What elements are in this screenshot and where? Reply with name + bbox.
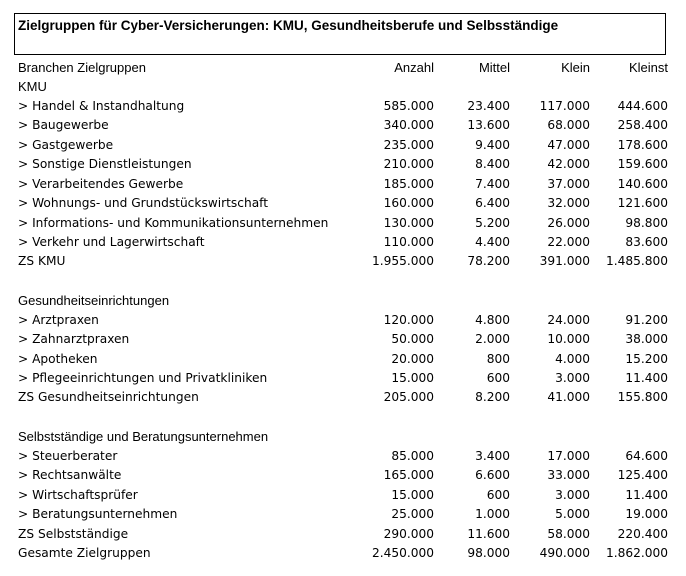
row-mittel: 6.600 <box>475 468 510 483</box>
row-kleinst: 98.800 <box>625 215 668 230</box>
subtotal-row <box>18 252 668 271</box>
subtotal-kleinst: 155.800 <box>617 390 668 405</box>
row-anzahl: 50.000 <box>391 332 434 347</box>
row-mittel: 5.200 <box>475 215 510 230</box>
row-anzahl: 25.000 <box>391 507 434 522</box>
subtotal-label: ZS KMU <box>18 254 66 269</box>
data-table <box>18 58 668 563</box>
row-label: > Verarbeitendes Gewerbe <box>18 176 184 191</box>
subtotal-klein: 391.000 <box>539 254 590 269</box>
row-kleinst: 121.600 <box>617 196 668 211</box>
table-row <box>18 155 668 174</box>
subtotal-anzahl: 1.955.000 <box>371 254 434 269</box>
row-mittel: 23.400 <box>467 98 510 113</box>
row-klein: 3.000 <box>555 371 590 385</box>
page-title: Zielgruppen für Cyber-Versicherungen: KMU, Gesundheitsberufe und Selbsständige <box>18 18 559 33</box>
row-klein: 10.000 <box>547 332 590 347</box>
row-label: > Baugewerbe <box>18 118 109 133</box>
row-klein: 37.000 <box>547 176 590 191</box>
row-anzahl: 15.000 <box>391 487 434 502</box>
row-mittel: 1.000 <box>475 507 510 522</box>
table-header-row <box>18 58 668 77</box>
subtotal-mittel: 8.200 <box>475 390 510 405</box>
table-row <box>18 505 668 524</box>
row-label: > Rechtsanwälte <box>18 468 122 483</box>
row-kleinst: 11.400 <box>625 371 668 385</box>
section-title: Gesundheitseinrichtungen <box>18 293 170 309</box>
header-klein: Klein <box>561 60 590 75</box>
row-label: > Handel & Instandhaltung <box>18 98 185 113</box>
row-label: > Verkehr und Lagerwirtschaft <box>18 234 205 249</box>
row-mittel: 2.000 <box>475 332 510 347</box>
subtotal-mittel: 78.200 <box>467 254 510 269</box>
row-anzahl: 165.000 <box>383 468 434 483</box>
row-anzahl: 130.000 <box>383 215 434 230</box>
subtotal-kleinst: 220.400 <box>617 526 668 541</box>
section-spacer <box>18 272 668 291</box>
row-label: > Apotheken <box>18 351 98 366</box>
row-label: > Pflegeeinrichtungen und Privatkliniken <box>18 371 268 385</box>
table-row <box>18 194 668 213</box>
row-mittel: 9.400 <box>475 137 510 152</box>
header-mittel: Mittel <box>478 60 510 75</box>
row-mittel: 7.400 <box>475 176 510 191</box>
row-anzahl: 20.000 <box>391 351 434 366</box>
row-mittel: 600 <box>486 487 510 502</box>
row-kleinst: 178.600 <box>617 137 668 152</box>
row-anzahl: 185.000 <box>383 176 434 191</box>
table-row <box>18 136 668 155</box>
row-label: > Steuerberater <box>18 448 118 463</box>
row-kleinst: 444.600 <box>617 98 668 113</box>
total-mittel: 98.000 <box>467 545 510 560</box>
table-row <box>18 311 668 330</box>
row-label: > Wohnungs- und Grundstückswirtschaft <box>18 196 269 211</box>
row-anzahl: 340.000 <box>383 118 434 133</box>
row-mittel: 3.400 <box>475 448 510 463</box>
header-anzahl: Anzahl <box>394 60 434 75</box>
row-anzahl: 210.000 <box>383 157 434 172</box>
row-label: > Beratungsunternehmen <box>18 507 178 522</box>
row-kleinst: 38.000 <box>625 332 668 347</box>
section-spacer <box>18 408 668 427</box>
row-kleinst: 140.600 <box>617 176 668 191</box>
row-label: > Gastgewerbe <box>18 137 114 152</box>
row-klein: 5.000 <box>555 507 590 522</box>
table-row <box>18 97 668 116</box>
subtotal-label: ZS Gesundheitseinrichtungen <box>18 390 199 405</box>
table-row <box>18 486 668 505</box>
subtotal-anzahl: 205.000 <box>383 390 434 405</box>
row-kleinst: 83.600 <box>625 234 668 249</box>
row-klein: 32.000 <box>547 196 590 211</box>
subtotal-row <box>18 388 668 407</box>
section-title: KMU <box>18 79 47 95</box>
subtotal-label: ZS Selbstständige <box>18 526 129 541</box>
row-kleinst: 125.400 <box>617 468 668 483</box>
subtotal-mittel: 11.600 <box>467 526 510 541</box>
subtotal-row <box>18 525 668 544</box>
row-kleinst: 11.400 <box>625 487 668 502</box>
table-row <box>18 116 668 135</box>
section-title-row <box>18 77 668 96</box>
row-anzahl: 85.000 <box>391 448 434 463</box>
row-anzahl: 15.000 <box>391 371 434 385</box>
row-mittel: 8.400 <box>475 157 510 172</box>
row-anzahl: 120.000 <box>383 312 434 327</box>
subtotal-klein: 58.000 <box>547 526 590 541</box>
section-title-row <box>18 427 668 446</box>
row-anzahl: 235.000 <box>383 137 434 152</box>
row-kleinst: 64.600 <box>625 448 668 463</box>
table-row <box>18 175 668 194</box>
row-klein: 24.000 <box>547 312 590 327</box>
header-label: Branchen Zielgruppen <box>18 60 146 75</box>
section-title: Selbstständige und Beratungsunternehmen <box>18 429 269 445</box>
row-label: > Sonstige Dienstleistungen <box>18 157 192 172</box>
subtotal-kleinst: 1.485.800 <box>605 254 668 269</box>
subtotal-klein: 41.000 <box>547 390 590 405</box>
row-klein: 68.000 <box>547 118 590 133</box>
row-klein: 47.000 <box>547 137 590 152</box>
row-klein: 3.000 <box>555 487 590 502</box>
total-kleinst: 1.862.000 <box>605 545 668 560</box>
table-row <box>18 466 668 485</box>
row-kleinst: 19.000 <box>625 507 668 522</box>
section-title-row <box>18 291 668 310</box>
row-klein: 117.000 <box>539 98 590 113</box>
row-klein: 17.000 <box>547 448 590 463</box>
table-row <box>18 350 668 369</box>
table-row <box>18 233 668 252</box>
table-row <box>18 369 668 388</box>
total-label: Gesamte Zielgruppen <box>18 545 151 560</box>
row-mittel: 6.400 <box>475 196 510 211</box>
row-label: > Zahnarztpraxen <box>18 332 130 347</box>
row-mittel: 4.400 <box>475 234 510 249</box>
row-kleinst: 91.200 <box>625 312 668 327</box>
total-anzahl: 2.450.000 <box>371 545 434 560</box>
row-mittel: 600 <box>486 371 510 385</box>
table-row <box>18 330 668 349</box>
row-klein: 22.000 <box>547 234 590 249</box>
row-mittel: 4.800 <box>475 312 510 327</box>
row-klein: 33.000 <box>547 468 590 483</box>
row-anzahl: 110.000 <box>383 234 434 249</box>
row-kleinst: 258.400 <box>617 118 668 133</box>
row-anzahl: 585.000 <box>383 98 434 113</box>
row-klein: 26.000 <box>547 215 590 230</box>
header-kleinst: Kleinst <box>628 60 668 75</box>
row-kleinst: 159.600 <box>617 157 668 172</box>
row-mittel: 800 <box>486 351 510 366</box>
row-anzahl: 160.000 <box>383 196 434 211</box>
subtotal-anzahl: 290.000 <box>383 526 434 541</box>
row-klein: 42.000 <box>547 157 590 172</box>
total-klein: 490.000 <box>539 545 590 560</box>
row-label: > Wirtschaftsprüfer <box>18 487 138 502</box>
total-row <box>18 544 668 563</box>
title-box <box>14 13 666 55</box>
row-label: > Informations- und Kommunikationsunternehmen <box>18 215 329 230</box>
row-klein: 4.000 <box>555 351 590 366</box>
row-kleinst: 15.200 <box>625 351 668 366</box>
table-row <box>18 447 668 466</box>
row-label: > Arztpraxen <box>18 312 99 327</box>
table-row <box>18 214 668 233</box>
row-mittel: 13.600 <box>467 118 510 133</box>
